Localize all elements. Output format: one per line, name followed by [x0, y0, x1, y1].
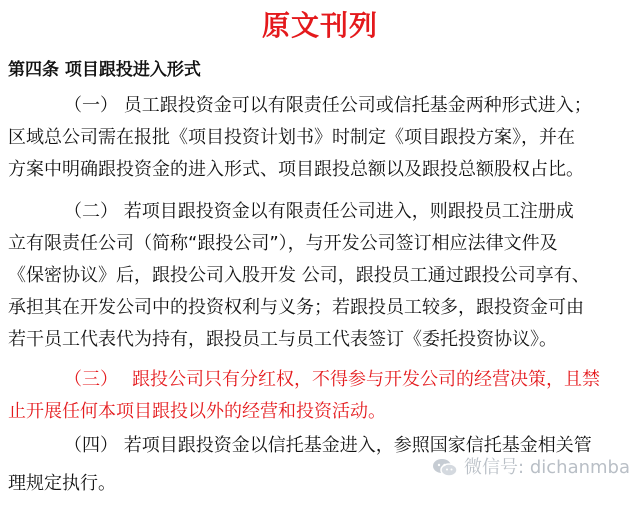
clause-2-line-3: 《保密协议》后，跟投公司入股开发 公司，跟投员工通过跟投公司享有、	[8, 265, 590, 286]
clause-2-line-2: 立有限责任公司（简称“跟投公司”），与开发公司签订相应法律文件及	[8, 233, 558, 254]
page-title: 原文刊列	[261, 9, 378, 42]
clause-1-line-3: 方案中明确跟投资金的进入形式、项目跟投总额以及跟投总额股权占比。	[8, 159, 584, 180]
clause-1-line-1: （一） 员工跟投资金可以有限责任公司或信托基金两种形式进入；	[64, 95, 592, 116]
clause-3-line-1: 跟投公司只有分红权，不得参与开发公司的经营决策，且禁	[132, 369, 600, 390]
clause-4-line-2: 理规定执行。	[8, 473, 116, 494]
clause-2-line-1: （二） 若项目跟投资金以有限责任公司进入，则跟投员工注册成	[64, 201, 574, 222]
wechat-watermark	[432, 456, 630, 480]
clause-3-marker: （三）	[64, 369, 118, 390]
watermark-text: 微信号: dichanmba	[464, 457, 630, 478]
clause-3-line-2: 止开展任何本项目跟投以外的经营和投资活动。	[8, 401, 386, 422]
clause-4-line-1: （四） 若项目跟投资金以信托基金进入，参照国家信托基金相关管	[64, 435, 592, 456]
clause-2-line-4: 承担其在开发公司中的投资权利与义务；若跟投员工较多，跟投资金可由	[8, 297, 584, 318]
wechat-logo-icon	[432, 457, 458, 479]
clause-2-line-5: 若干员工代表代为持有，跟投员工与员工代表签订《委托投资协议》。	[8, 329, 557, 350]
clause-1-line-2: 区域总公司需在报批《项目投资计划书》时制定《项目跟投方案》，并在	[8, 127, 575, 148]
article-heading: 第四条 项目跟投进入形式	[8, 60, 201, 80]
